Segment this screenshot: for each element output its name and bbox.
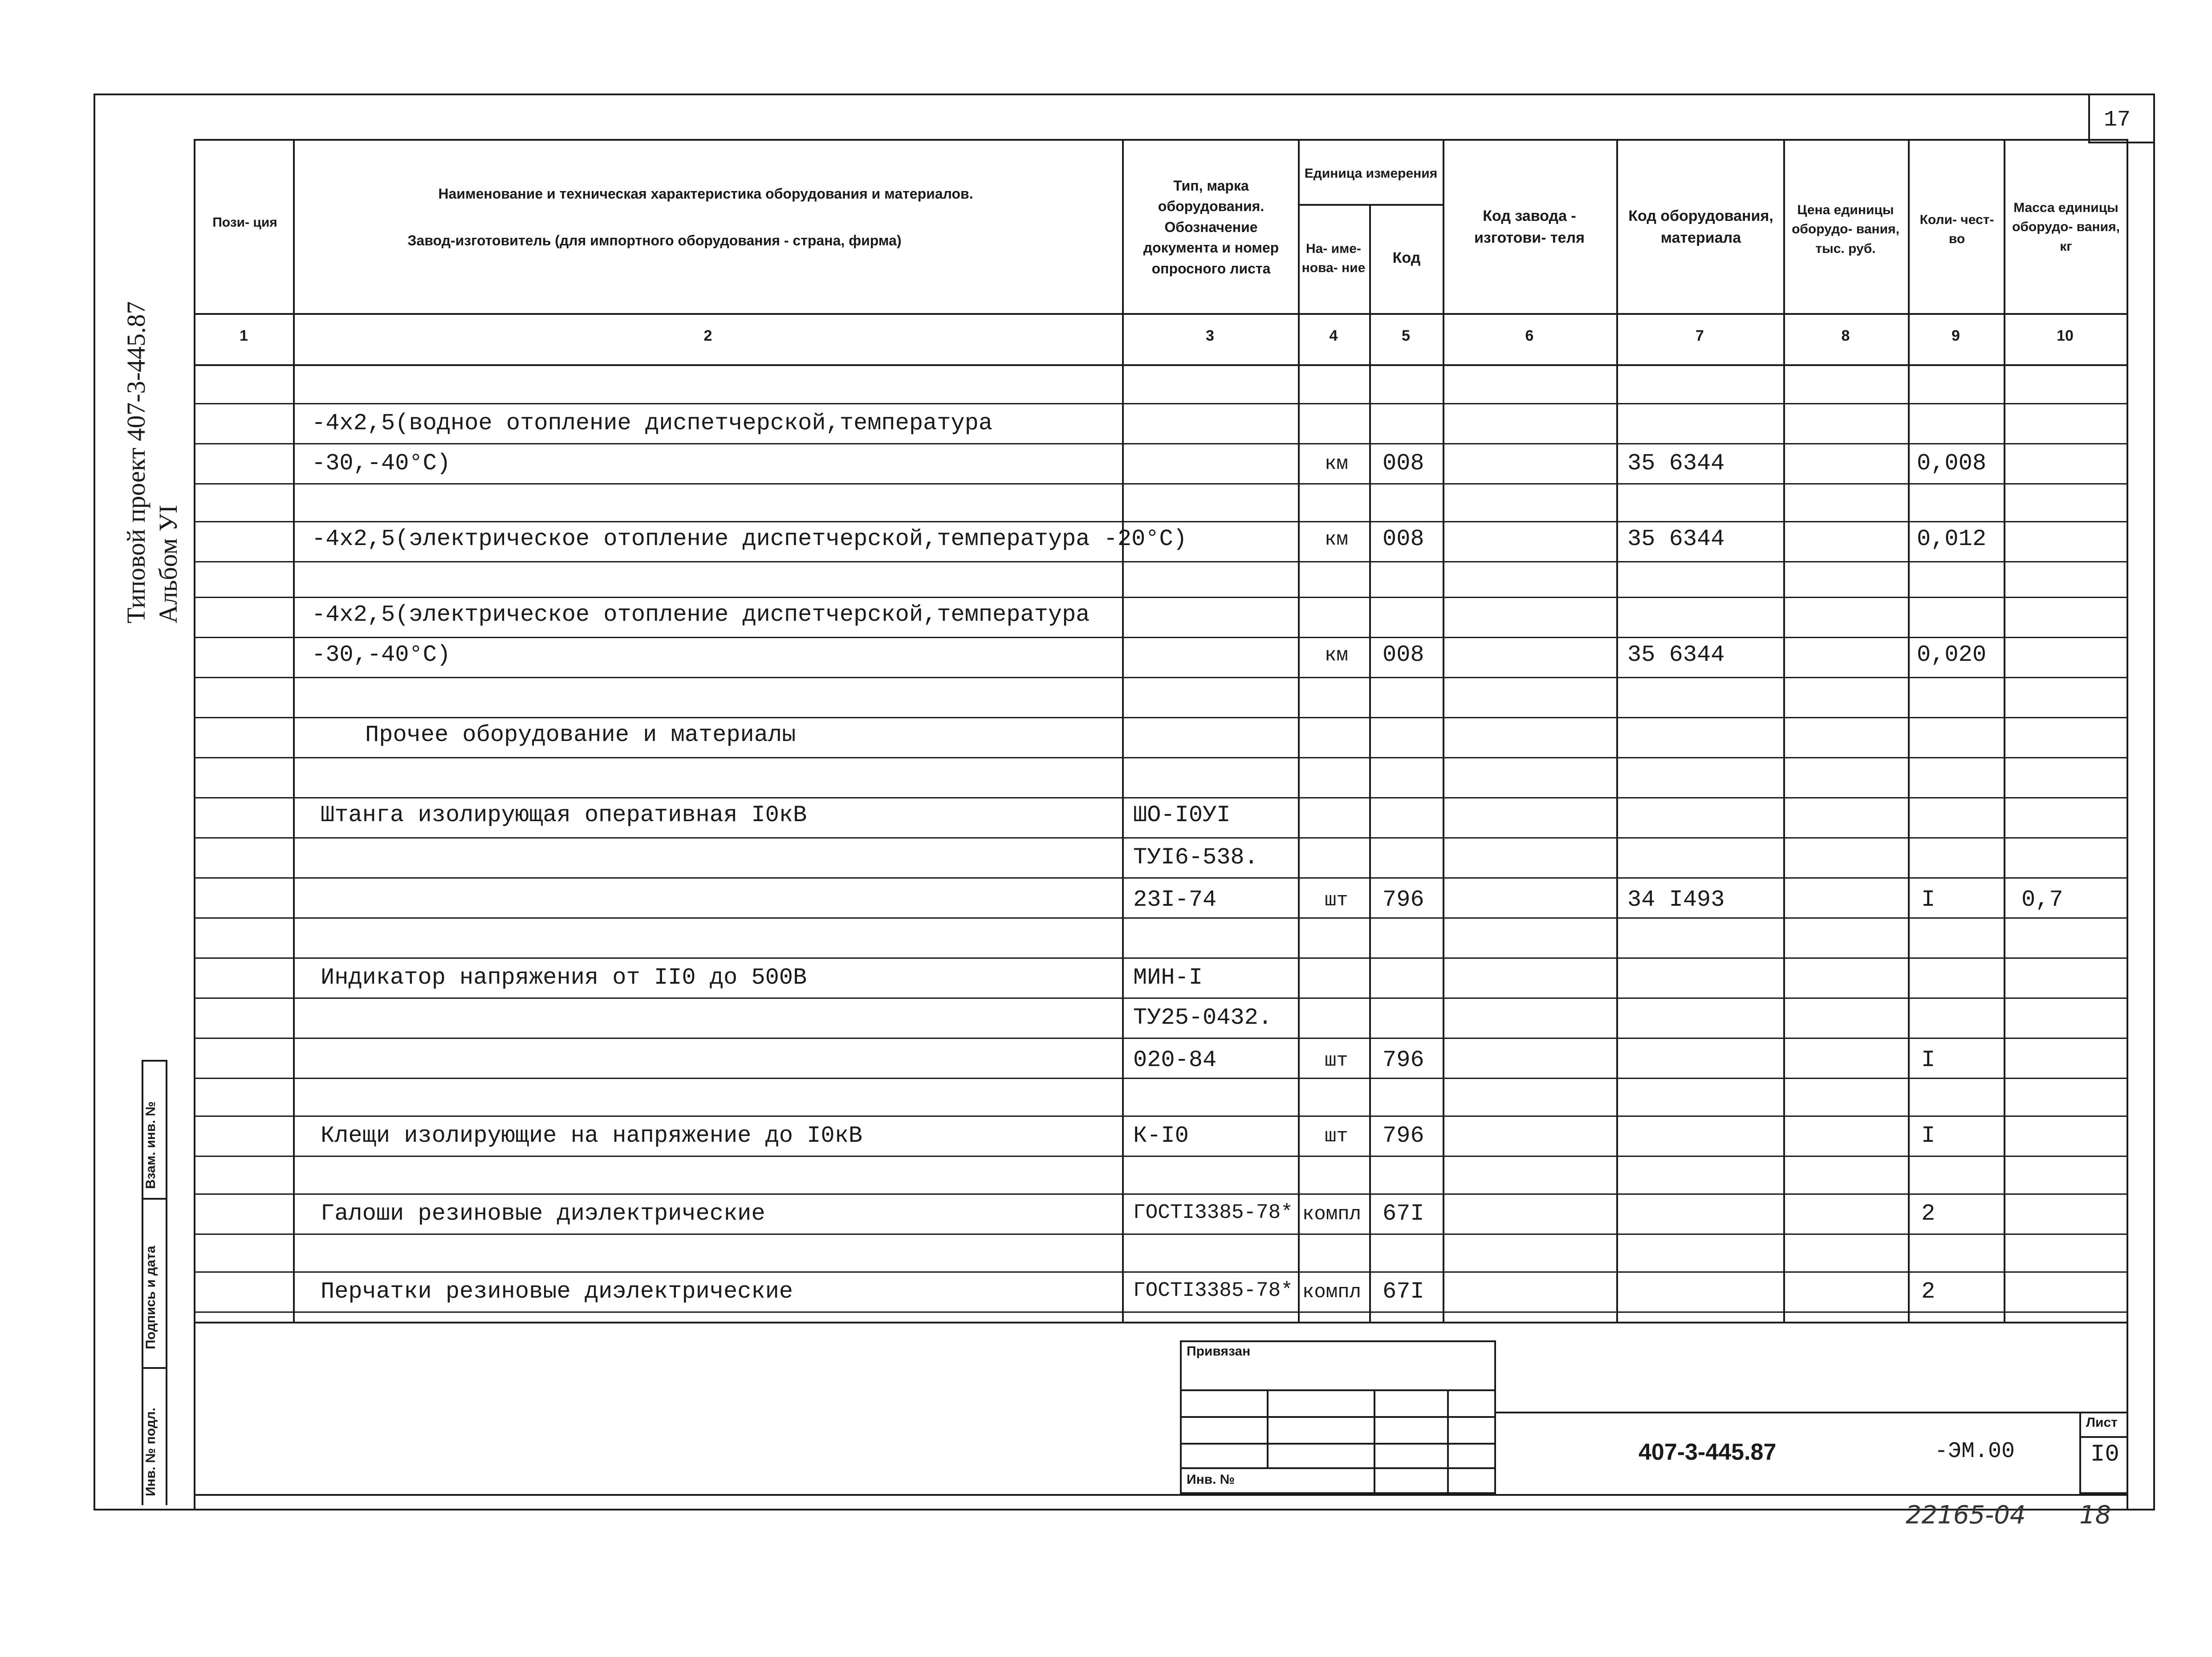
row-separator [194,561,2128,562]
row-separator [194,757,2128,758]
row-separator [194,1038,2128,1039]
row-7-type: ТУI6-538. [1133,844,1258,871]
side-stamp-invpodl: Инв. № подл. [143,1407,158,1496]
row-12-qty: I [1921,1123,1936,1149]
bottom-page: 18 [2079,1501,2111,1530]
row-13-type: ГОСТI3385-78* [1133,1201,1293,1224]
row-14-type: ГОСТI3385-78* [1133,1279,1293,1302]
row-separator [194,521,2128,522]
row-4-code: 008 [1382,642,1424,668]
lower-bottom-line [194,1494,2128,1496]
frame-right [2153,94,2155,1510]
colnum-9: 9 [1952,327,1960,344]
row-1-matcode: 35 6344 [1627,450,1725,476]
col-line-1 [293,139,295,1323]
row-separator [194,1234,2128,1235]
row-14-code: 67I [1382,1278,1424,1305]
row-1-code: 008 [1382,450,1424,476]
col-line-7 [1783,139,1785,1323]
stamp-privyazan: Привязан [1187,1344,1251,1359]
colnum-2: 2 [703,327,712,344]
row-13-unit: компл [1302,1203,1362,1225]
row-4-name: -30,-40°С) [312,642,451,668]
row-separator [194,1193,2128,1195]
side-stamp-vzam: Взам. инв. № [143,1101,158,1189]
row-separator [194,637,2128,638]
col-line-5 [1443,139,1444,1323]
row-separator [194,717,2128,718]
header-col6: Код завода - изготови- теля [1474,207,1585,246]
row-13-qty: 2 [1921,1201,1936,1227]
stamp-vline-3 [1447,1389,1449,1494]
stamp-list-number: I0 [2090,1441,2119,1468]
colnum-4: 4 [1329,327,1338,344]
corner-divider-v [2088,94,2090,142]
row-13-code: 67I [1382,1201,1424,1227]
row-8-type: 23I-74 [1133,887,1217,913]
row-separator [194,917,2128,919]
row-separator [194,483,2128,484]
header-col2-line1: Наименование и техническая характеристика оборудования и материалов. [438,185,973,202]
colnum-10: 10 [2057,327,2074,344]
row-8-matcode: 34 I493 [1627,887,1725,913]
col-line-9 [2004,139,2005,1323]
colnum-5: 5 [1402,327,1410,344]
row-12-unit: шт [1325,1125,1348,1148]
colnum-7: 7 [1696,327,1704,344]
row-5-name: Прочее оборудование и материалы [365,722,796,748]
colnum-1: 1 [240,327,248,344]
row-separator [194,443,2128,444]
col-line-4 [1369,204,1371,1323]
frame-bottom [94,1509,2155,1510]
row-13-name: Галоши резиновые диэлектрические [321,1201,765,1227]
row-separator [194,997,2128,999]
side-stamp-mid [166,1060,167,1505]
row-6-type: ШО-I0УI [1133,802,1231,828]
header-col3: Тип, марка оборудования. Обозначение документа и номер опросного листа [1143,178,1279,277]
row-2-name: -4x2,5(электрическое отопление диспетчерской,температура -20°С) [312,526,1187,552]
row-8-mass: 0,7 [2021,887,2063,913]
row-9-type: МИН-I [1133,965,1203,991]
side-stamp-div1 [142,1198,167,1200]
row-14-qty: 2 [1921,1278,1936,1305]
row-2-code: 008 [1382,526,1424,552]
colnum-3: 3 [1206,327,1214,344]
row-separator [194,403,2128,404]
header-bottom [194,313,2128,315]
row-12-name: Клещи изолирующие на напряжение до I0кВ [321,1123,862,1149]
table-top [194,139,2128,141]
frame-left [94,94,95,1510]
col-line-10 [2127,139,2128,1323]
colnum-bottom [194,364,2128,366]
header-unit-group: Единица измерения [1304,166,1438,181]
row-separator [194,1116,2128,1117]
colnum-8: 8 [1841,327,1850,344]
row-14-unit: компл [1302,1281,1362,1303]
row-separator [194,797,2128,798]
colnum-6: 6 [1525,327,1534,344]
table-end-line [194,1322,2128,1323]
row-separator [194,1271,2128,1273]
stamp-inv-no: Инв. № [1187,1472,1235,1487]
header-col2-line2: Завод-изготовитель (для импортного оборудования - страна, фирма) [407,232,902,248]
lower-left-line [194,1322,195,1509]
header-col4: На- име- нова- ние [1301,241,1366,275]
header-col5: Код [1392,249,1421,267]
row-11-code: 796 [1382,1047,1424,1073]
header-col9: Коли- чест- во [1919,212,1994,246]
row-14-name: Перчатки резиновые диэлектрические [321,1278,793,1305]
side-title [120,301,184,623]
row-separator [194,1311,2128,1313]
sheet-corner-number: 17 [2104,107,2131,133]
side-stamp-div2 [142,1367,167,1369]
header-col8: Цена единицы оборудо- вания, тыс. руб. [1792,202,1899,256]
code-line-top [1496,1412,2128,1413]
row-8-unit: шт [1325,889,1348,912]
side-stamp-podpis: Подпись и дата [143,1246,158,1349]
side-title-line2: Альбом УI [154,505,183,623]
header-col1: Пози- ция [212,215,277,230]
col-line-3 [1298,139,1300,1323]
col-line-2 [1122,139,1124,1323]
col-line-8 [1908,139,1910,1323]
bottom-handwriting: 22165-04 [1906,1501,2026,1530]
row-2-unit: км [1325,529,1348,551]
stamp-vline-1 [1267,1389,1269,1467]
row-10-type: ТУ25-0432. [1133,1005,1273,1031]
row-12-code: 796 [1382,1123,1424,1149]
row-11-unit: шт [1325,1050,1348,1072]
row-separator [194,597,2128,598]
row-12-type: К-I0 [1133,1123,1189,1149]
row-separator [194,677,2128,678]
row-4-matcode: 35 6344 [1627,642,1725,668]
row-3-name: -4x2,5(электрическое отопление диспетчерской,температура [312,602,1090,628]
row-9-name: Индикатор напряжения от II0 до 500В [321,965,807,991]
side-stamp-top [142,1060,167,1062]
header-col10: Масса единицы оборудо- вания, кг [2012,200,2120,254]
row-1-unit: км [1325,453,1348,475]
row-8-qty: I [1921,887,1936,913]
frame-top [94,94,2155,95]
row-8-code: 796 [1382,887,1424,913]
header-col7: Код оборудования, материала [1628,207,1773,246]
row-separator [194,837,2128,839]
row-1-name: -30,-40°С) [312,450,451,476]
corner-divider-h [2088,142,2155,143]
stamp-list-label: Лист [2086,1415,2118,1430]
stamp-doc-code: 407-3-445.87 [1639,1439,1777,1465]
list-box-divider [2079,1436,2128,1438]
col-line-6 [1616,139,1618,1323]
row-4-unit: км [1325,644,1348,667]
row-0-name: -4x2,5(водное отопление диспетчерской,температура [312,410,993,436]
row-separator [194,1156,2128,1157]
row-2-qty: 0,012 [1917,526,1987,552]
row-1-qty: 0,008 [1917,450,1987,476]
side-title-line1: Типовой проект 407-3-445.87 [122,301,150,623]
row-separator [194,957,2128,959]
row-4-qty: 0,020 [1917,642,1987,668]
row-2-matcode: 35 6344 [1627,526,1725,552]
row-separator [194,1078,2128,1079]
stamp-vline-2 [1374,1389,1375,1494]
row-6-name: Штанга изолирующая оперативная I0кВ [321,802,807,828]
col-line-0 [194,139,195,1323]
row-11-type: 020-84 [1133,1047,1217,1073]
row-11-qty: I [1921,1047,1936,1073]
row-separator [194,877,2128,879]
stamp-doc-suffix: -ЭМ.00 [1935,1439,2015,1464]
